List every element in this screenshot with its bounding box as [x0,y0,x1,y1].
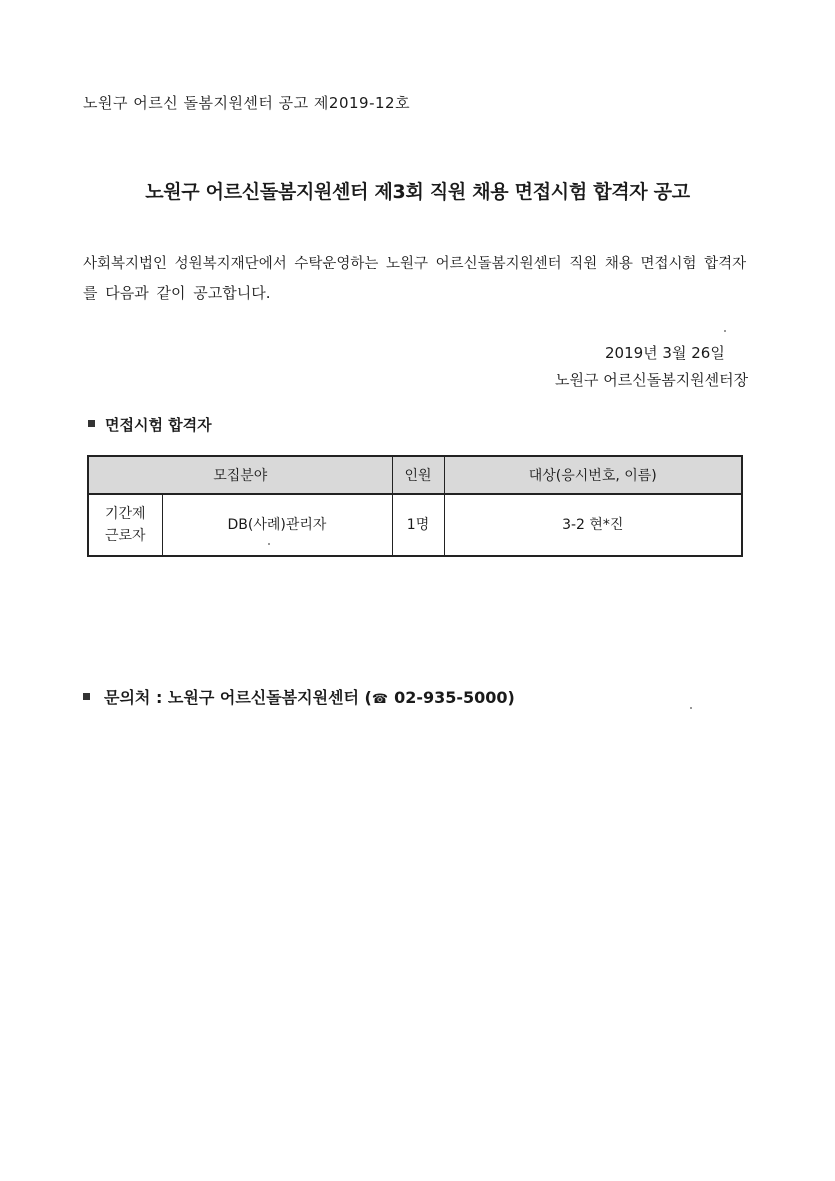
target-cell: 3-2 현*진 [444,494,742,556]
body-line-1: 사회복지법인 성원복지재단에서 수탁운영하는 노원구 어르신돌봄지원센터 직원 채용 면접시험 합격자 [83,256,747,272]
telephone-icon: ☎ [371,692,389,707]
contact-org: 노원구 어르신돌봄지원센터 [167,688,359,707]
contact-label: 문의처 : [104,688,163,707]
employment-type-cell [88,494,162,556]
issuer-name: 노원구 어르신돌봄지원센터장 [555,371,749,389]
header-field: 모집분야 [88,456,392,494]
header-count: 인원 [392,456,444,494]
announcement-body [83,250,763,308]
scan-speck [724,330,726,332]
table-row [88,494,742,556]
employment-type-line-2: 근로자 [104,528,146,544]
scan-speck [690,707,692,709]
results-table [87,455,743,557]
header-target: 대상(응시번호, 이름) [444,456,742,494]
notice-number: 노원구 어르신 돌봄지원센터 공고 제2019-12호 [83,94,411,112]
announcement-date: 2019년 3월 26일 [605,344,725,362]
body-line-2: 를 다음과 같이 공고합니다. [83,284,271,302]
square-bullet-icon [83,693,90,700]
contact-info: 문의처 : 노원구 어르신돌봄지원센터 (☎ 02-935-5000) [83,685,515,708]
square-bullet-icon [88,420,95,427]
section-heading [88,414,212,435]
scan-speck [268,543,270,545]
table-header-row [88,456,742,494]
section-heading-label: 면접시험 합격자 [105,416,212,434]
position-cell: DB(사례)관리자 [162,494,392,556]
contact-phone: 02-935-5000 [394,688,508,707]
employment-type-line-1: 기간제 [104,506,146,522]
document-title: 노원구 어르신돌봄지원센터 제3회 직원 채용 면접시험 합격자 공고 [145,181,690,203]
count-cell: 1명 [392,494,444,556]
